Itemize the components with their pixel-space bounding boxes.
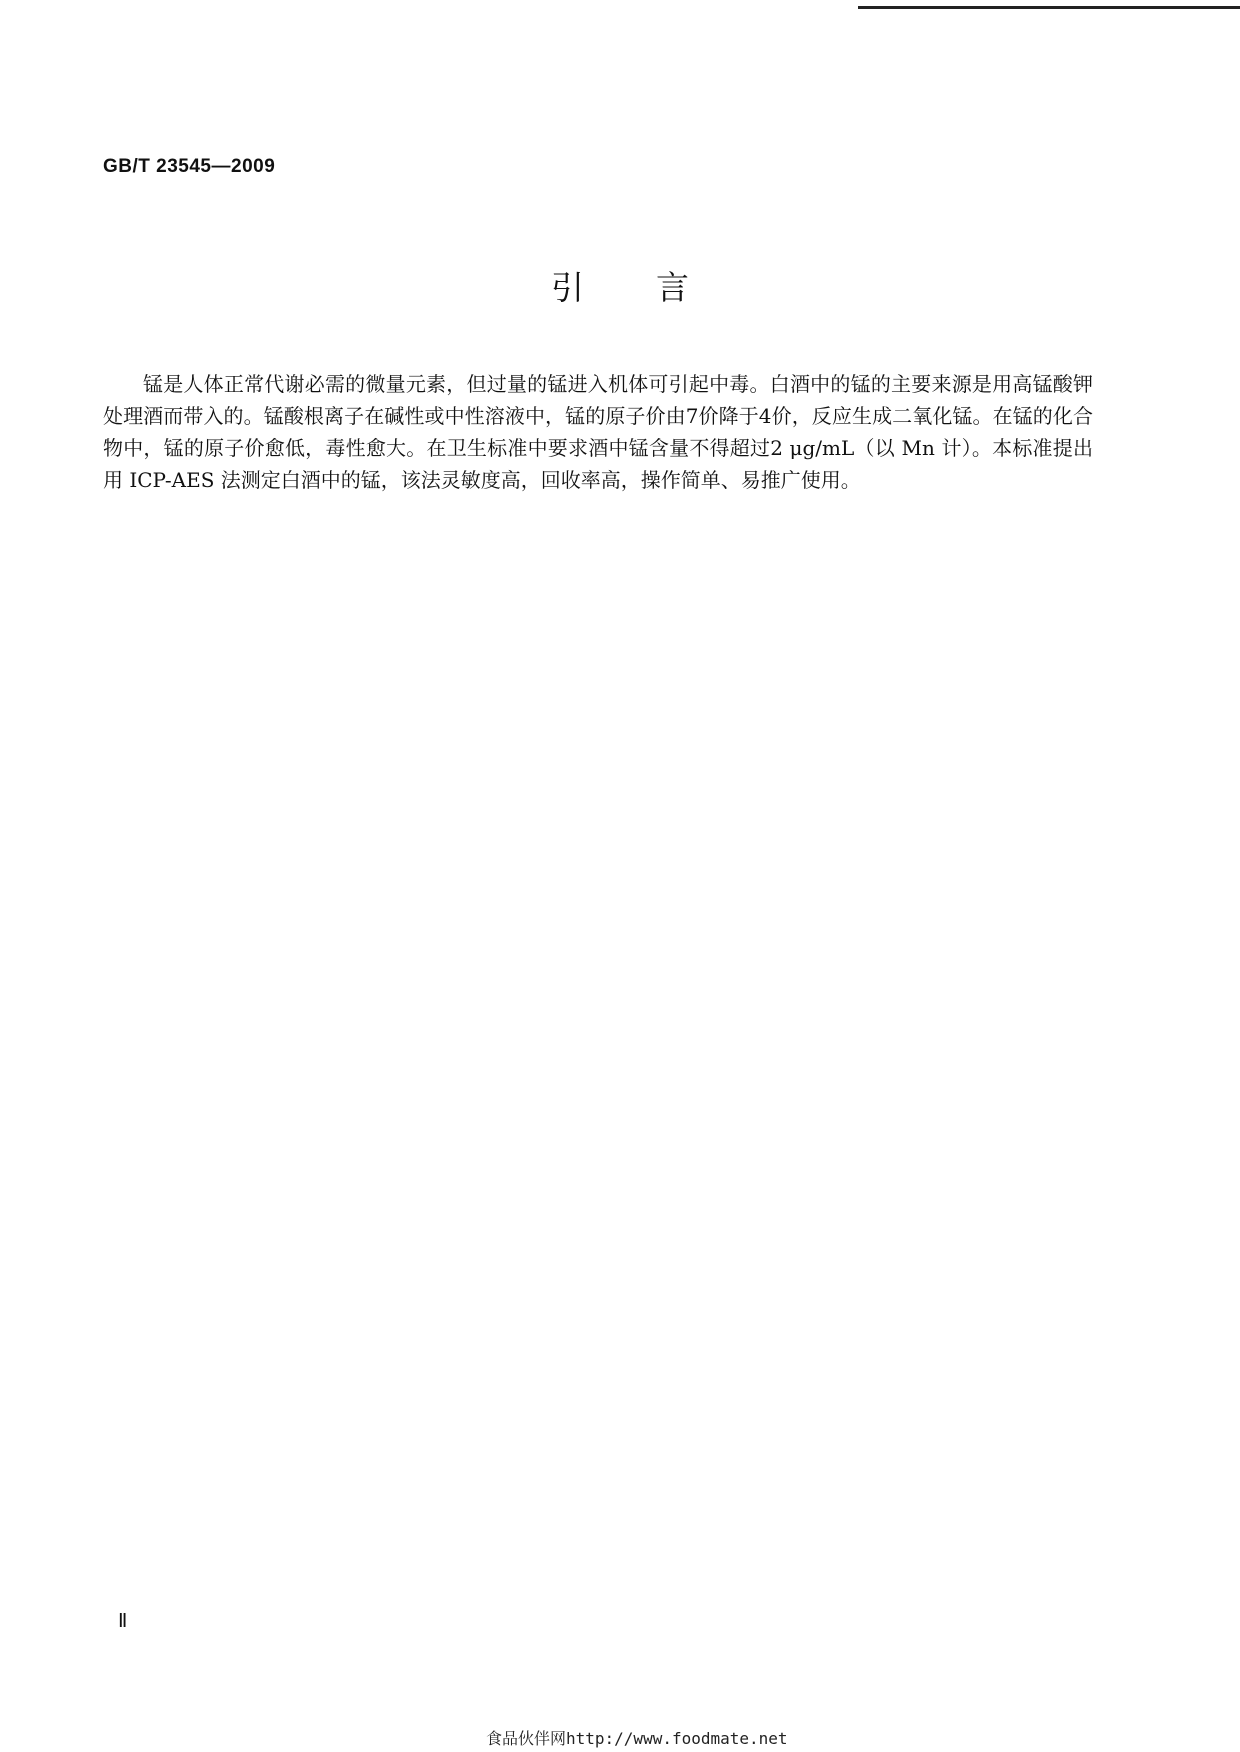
- page-number: Ⅱ: [118, 1611, 128, 1632]
- footer-watermark: 食品伙伴网http://www.foodmate.net: [486, 1729, 788, 1748]
- introduction-paragraph: 锰是人体正常代谢必需的微量元素，但过量的锰进入机体可引起中毒。白酒中的锰的主要来源是用高锰酸钾处理酒而带入的。锰酸根离子在碱性或中性溶液中，锰的原子价由7价降于4价，反应生成二氧化锰。在锰的化合物中，锰的原子价愈低，毒性愈大。在卫生标准中要求酒中锰含量不得超过2 μg/mL（以 Mn 计）。本标准提出用 ICP-AES 法测定白酒中的锰，该法灵敏度高，回收率高，操作简单、易推广使用。: [103, 372, 1093, 492]
- page-title: 引言: [551, 268, 761, 307]
- top-rule: [858, 6, 1240, 9]
- standard-code: GB/T 23545—2009: [103, 156, 276, 177]
